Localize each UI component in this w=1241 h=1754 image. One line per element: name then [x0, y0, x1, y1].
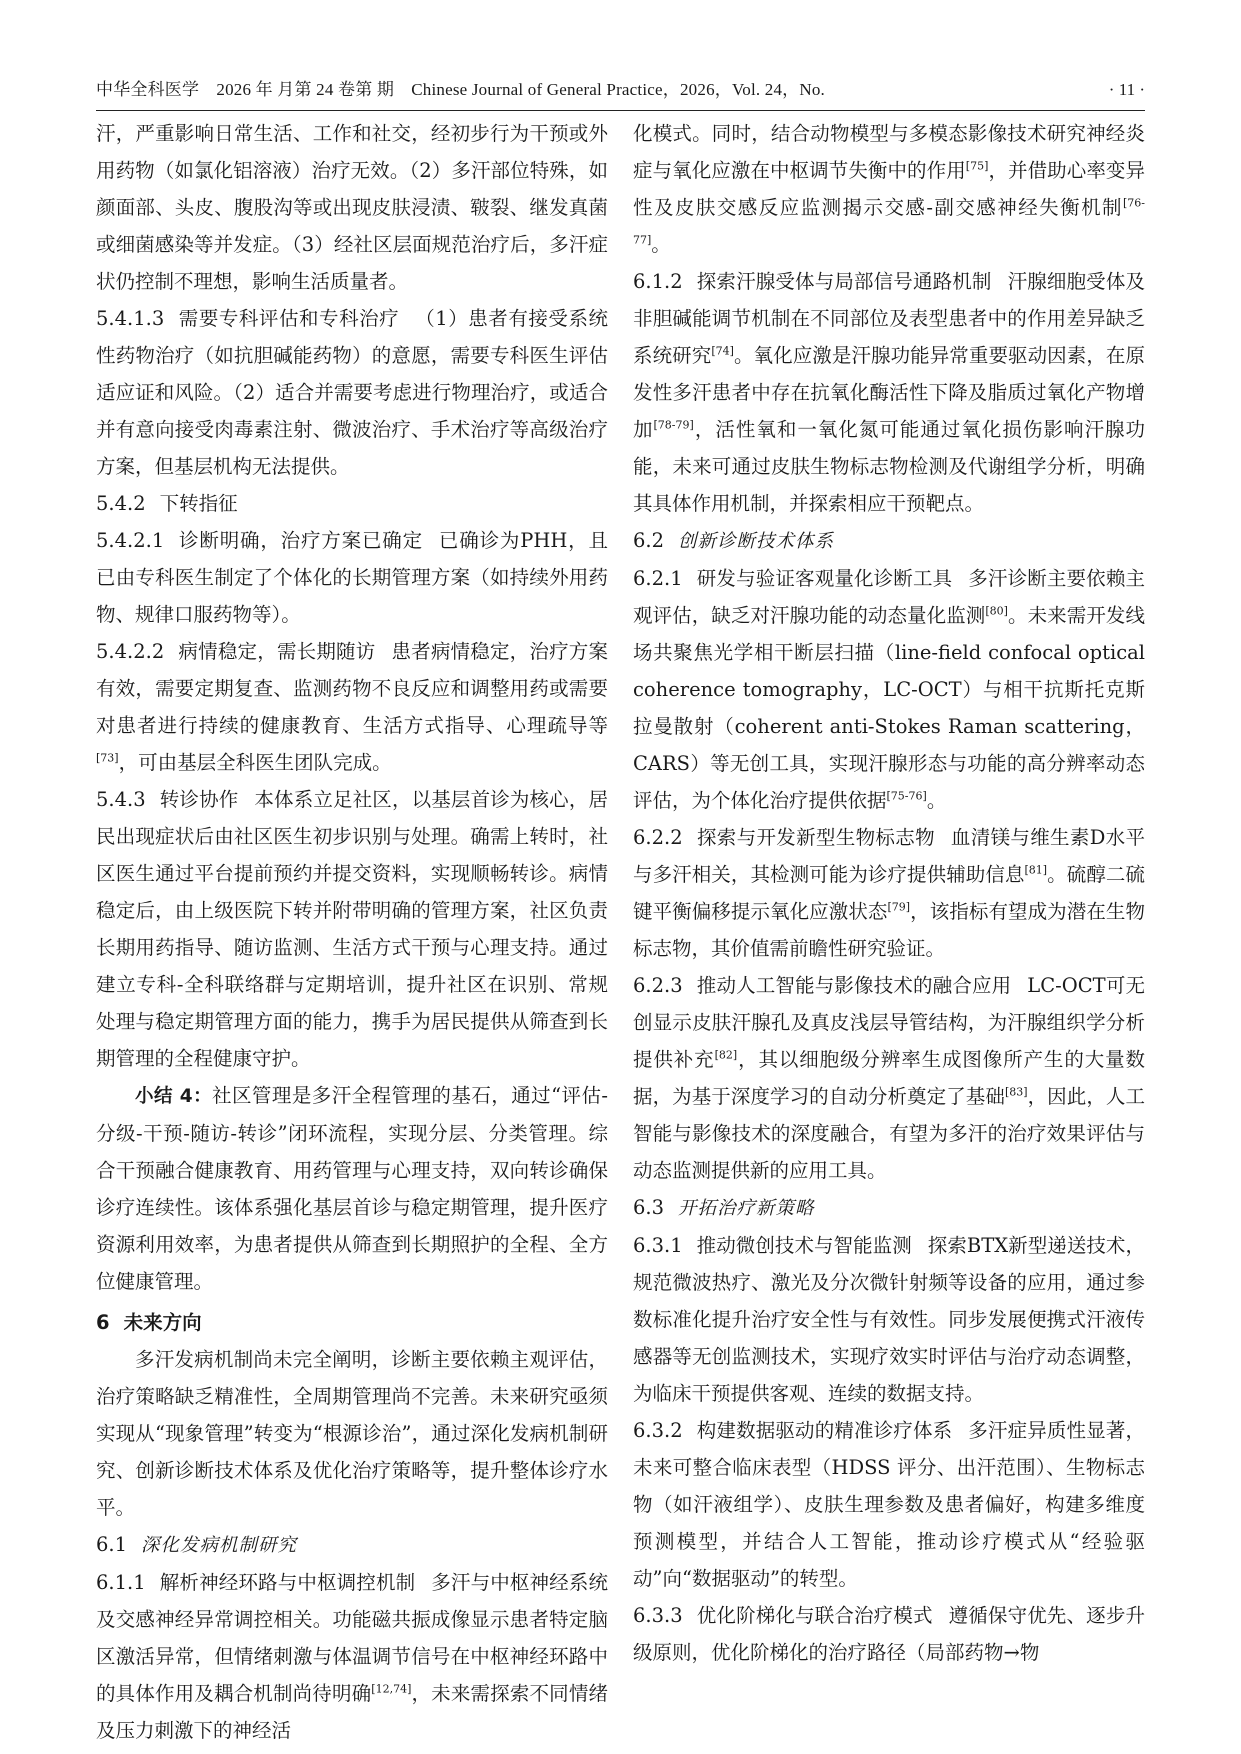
citation-ref: [75-76] — [886, 789, 927, 803]
citation-ref: [80] — [985, 604, 1008, 618]
section-6-2-3: 6.2.3 推动人工智能与影像技术的融合应用 LC-OCT可无创显示皮肤汗腺孔及真皮浅层导管结构，为汗腺组织学分析提供补充[82]，其以细胞级分辨率生成图像所产生的大量数据，为基于深度学习的自动分析奠定了基础[83]，因此，人工智能与影像技术的深度融合，有望为多汗的治疗效果评估与动态监测提供新的应用工具。 — [633, 974, 1145, 1182]
citation-ref: [12,74] — [371, 1682, 412, 1696]
section-5-4-2-1: 5.4.2.1 诊断明确，治疗方案已确定 已确诊为PHH，且已由专科医生制定了个体化的长期管理方案（如持续外用药物、规律口服药物等）。 — [96, 529, 608, 626]
section-title: 研发与验证客观量化诊断工具 — [696, 567, 953, 590]
left-column — [96, 115, 608, 1749]
running-header — [96, 70, 1145, 111]
citation-ref: [76-77] — [633, 196, 1145, 247]
section-title: 开拓治疗新策略 — [678, 1198, 815, 1219]
section-6-3: 6.3 开拓治疗新策略 — [633, 1196, 815, 1219]
citation-ref: [75] — [965, 159, 989, 173]
section-title: 下转指征 — [159, 492, 238, 515]
citation-ref: [79] — [887, 900, 911, 914]
section-title: 深化发病机制研究 — [141, 1535, 298, 1556]
section-title: 推动微创技术与智能监测 — [696, 1234, 912, 1257]
section-6-2: 6.2 创新诊断技术体系 — [633, 529, 835, 552]
journal-citation: 中华全科医学 2026 年 月第 24 卷第 期 Chinese Journal of General Practice，2026，Vol. 24，No. — [96, 80, 826, 99]
section-6-1-1: 6.1.1 解析神经环路与中枢调控机制 多汗与中枢神经系统及交感神经异常调控相关。功能磁共振成像显示患者特定脑区激活异常，但情绪刺激与体温调节信号在中枢神经环路中的具体作用及耦合机制尚待明确[12,74]，未来需探索不同情绪及压力刺激下的神经活 — [96, 1571, 608, 1742]
section-5-4-2: 5.4.2 下转指征 — [96, 492, 238, 515]
section-title: 探索与开发新型生物标志物 — [696, 826, 935, 849]
citation-ref: [83] — [1004, 1085, 1028, 1099]
section-6-1: 6.1 深化发病机制研究 — [96, 1533, 298, 1556]
page-number: · 11 · — [1108, 80, 1145, 99]
summary-4: 小结 4：社区管理是多汗全程管理的基石，通过“评估-分级-干预-随访-转诊”闭环流程，实现分层、分类管理。综合干预融合健康教育、用药管理与心理支持，双向转诊确保诊疗连续性。该体系强化基层首诊与稳定期管理，提升医疗资源利用效率，为患者提供从筛查到长期照护的全程、全方位健康管理。 — [96, 1084, 608, 1293]
section-6-2-1: 6.2.1 研发与验证客观量化诊断工具 多汗诊断主要依赖主观评估，缺乏对汗腺功能的动态量化监测[80]。未来需开发线场共聚焦光学相干断层扫描（line-field confocal optical coherence tomography，LC-OCT）与相干抗斯托克斯拉曼散射（coherent anti-Stokes Raman scattering，CARS）等无创工具，实现汗腺形态与功能的高分辨率动态评估，为个体化治疗提供依据[75-76]。 — [633, 567, 1145, 812]
section-title: 构建数据驱动的精准诊疗体系 — [696, 1419, 953, 1442]
section-title: 病情稳定，需长期随访 — [178, 640, 376, 663]
section-6-3-1: 6.3.1 推动微创技术与智能监测 探索BTX新型递送技术，规范微波热疗、激光及分次微针射频等设备的应用，通过参数标准化提升治疗安全性与有效性。同步发展便携式汗液传感器等无创监测技术，实现疗效实时评估与治疗动态调整，为临床干预提供客观、连续的数据支持。 — [633, 1234, 1145, 1405]
section-title: 推动人工智能与影像技术的融合应用 — [696, 974, 1012, 997]
section-title: 诊断明确，治疗方案已确定 — [178, 529, 423, 552]
citation-ref: [81] — [1024, 863, 1048, 877]
paragraph: 多汗发病机制尚未完全阐明，诊断主要依赖主观评估，治疗策略缺乏精准性，全周期管理尚不完善。未来研究亟须实现从“现象管理”转变为“根源诊治”，通过深化发病机制研究、创新诊断技术体系及优化治疗策略等，提升整体诊疗水平。 — [96, 1348, 608, 1519]
section-title: 探索汗腺受体与局部信号通路机制 — [696, 270, 992, 293]
section-title: 解析神经环路与中枢调控机制 — [159, 1571, 416, 1594]
citation-ref: [74] — [711, 344, 734, 358]
section-title: 需要专科评估和专科治疗 — [178, 307, 400, 330]
section-6-2-2: 6.2.2 探索与开发新型生物标志物 血清镁与维生素D水平与多汗相关，其检测可能为诊疗提供辅助信息[81]。硫醇二硫键平衡偏移提示氧化应激状态[79]，该指标有望成为潜在生物标志物，其价值需前瞻性研究验证。 — [633, 826, 1145, 960]
section-5-4-2-2: 5.4.2.2 病情稳定，需长期随访 患者病情稳定，治疗方案有效，需要定期复查、监测药物不良反应和调整用药或需要对患者进行持续的健康教育、生活方式指导、心理疏导等[73]，可由基层全科医生团队完成。 — [96, 640, 608, 774]
section-5-4-3: 5.4.3 转诊协作 本体系立足社区，以基层首诊为核心，居民出现症状后由社区医生初步识别与处理。确需上转时，社区医生通过平台提前预约并提交资料，实现顺畅转诊。病情稳定后，由上级医院下转并附带明确的管理方案，社区负责长期用药指导、随访监测、生活方式干预与心理支持。通过建立专科-全科联络群与定期培训，提升社区在识别、常规处理与稳定期管理方面的能力，携手为居民提供从筛查到长期管理的全程健康守护。 — [96, 788, 608, 1070]
section-5-4-1-3: 5.4.1.3 需要专科评估和专科治疗 （1）患者有接受系统性药物治疗（如抗胆碱能药物）的意愿，需要专科医生评估适应证和风险。（2）适合并需要考虑进行物理治疗，或适合并有意向接受肉毒素注射、微波治疗、手术治疗等高级治疗方案，但基层机构无法提供。 — [96, 307, 608, 478]
section-6-3-3: 6.3.3 优化阶梯化与联合治疗模式 遵循保守优先、逐步升级原则，优化阶梯化的治疗路径（局部药物→物 — [633, 1604, 1145, 1664]
summary-label: 小结 4： — [135, 1086, 213, 1107]
section-6-3-2: 6.3.2 构建数据驱动的精准诊疗体系 多汗症异质性显著，未来可整合临床表型（HDSS 评分、出汗范围）、生物标志物（如汗液组学）、皮肤生理参数及患者偏好，构建多维度预测模型，并结合人工智能，推动诊疗模式从“经验驱动”向“数据驱动”的转型。 — [633, 1419, 1145, 1590]
section-title: 优化阶梯化与联合治疗模式 — [696, 1604, 933, 1627]
section-title: 未来方向 — [123, 1311, 202, 1334]
right-column — [633, 115, 1145, 1671]
section-6-heading: 6 未来方向 — [96, 1311, 202, 1334]
section-6-1-2: 6.1.2 探索汗腺受体与局部信号通路机制 汗腺细胞受体及非胆碱能调节机制在不同部位及表型患者中的作用差异缺乏系统研究[74]。氧化应激是汗腺功能异常重要驱动因素，在原发性多汗患者中存在抗氧化酶活性下降及脂质过氧化产物增加[78-79]，活性氧和一氧化氮可能通过氧化损伤影响汗腺功能，未来可通过皮肤生物标志物检测及代谢组学分析，明确其具体作用机制，并探索相应干预靶点。 — [633, 270, 1145, 515]
section-title: 创新诊断技术体系 — [678, 531, 835, 552]
paragraph: 汗，严重影响日常生活、工作和社交，经初步行为干预或外用药物（如氯化铝溶液）治疗无效。（2）多汗部位特殊，如颜面部、头皮、腹股沟等或出现皮肤浸渍、皲裂、继发真菌或细菌感染等并发症。（3）经社区层面规范治疗后，多汗症状仍控制不理想，影响生活质量者。 — [96, 122, 608, 293]
section-title: 转诊协作 — [159, 788, 239, 811]
citation-ref: [82] — [714, 1048, 738, 1062]
citation-ref: [78-79] — [653, 418, 694, 432]
paragraph: 化模式。同时，结合动物模型与多模态影像技术研究神经炎症与氧化应激在中枢调节失衡中的作用[75]，并借助心率变异性及皮肤交感反应监测揭示交感-副交感神经失衡机制[76-77]。 — [633, 122, 1145, 256]
citation-ref: [73] — [96, 751, 119, 765]
